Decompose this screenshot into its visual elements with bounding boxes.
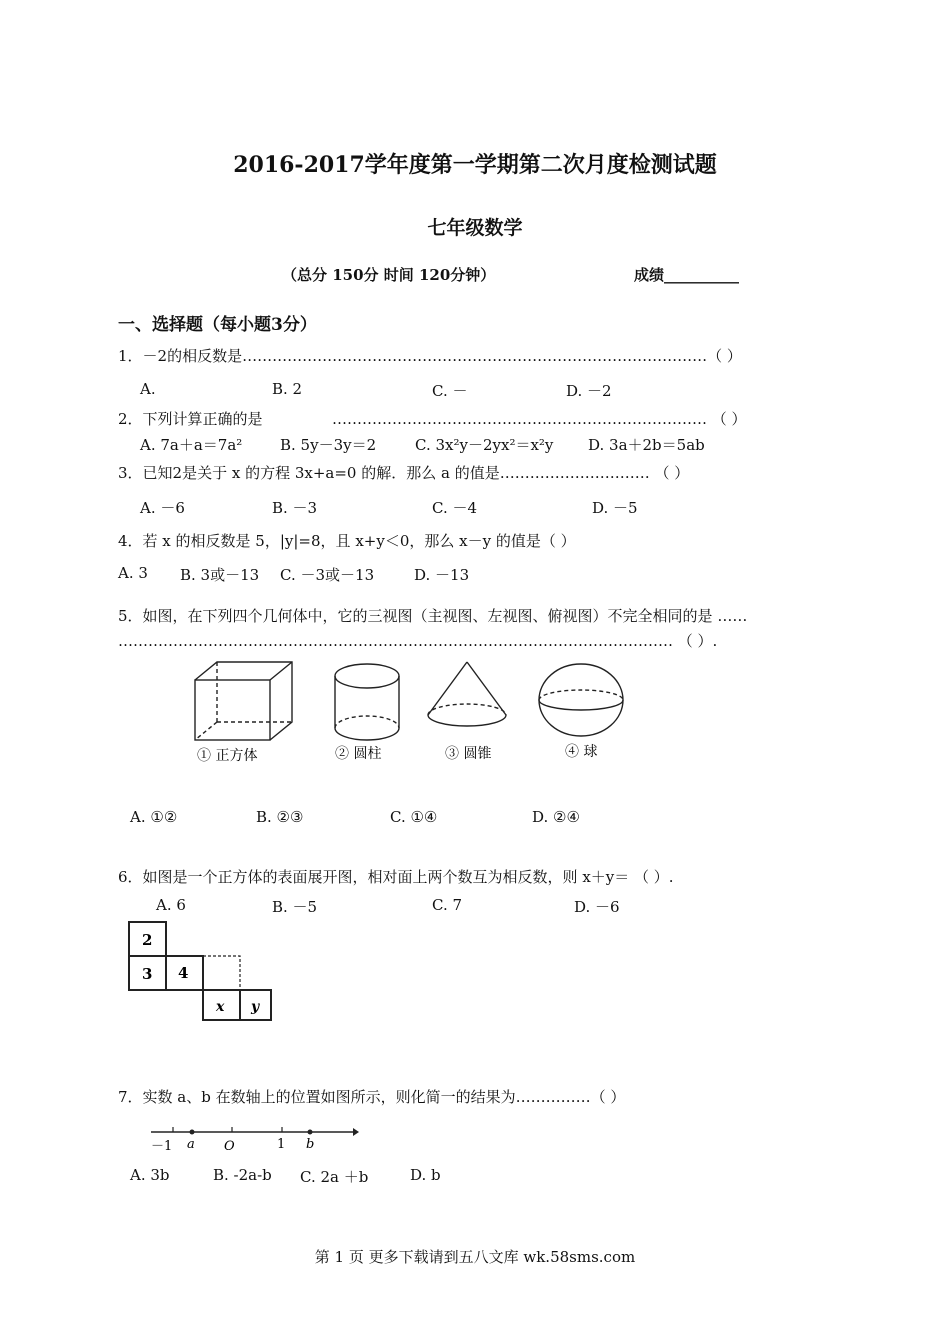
q2-option-c: C. 3x²y－2yx²＝x²y <box>415 436 554 454</box>
cube-figure <box>195 662 292 740</box>
sphere-figure <box>539 664 623 736</box>
exam-meta: （总分 150分 时间 120分钟） <box>282 266 496 284</box>
q4-option-d: D. －13 <box>414 566 470 584</box>
subject-subtitle: 七年级数学 <box>427 217 523 239</box>
q4-option-a: A. 3 <box>118 564 148 582</box>
section-title: 一、选择题（每小题3分） <box>118 315 317 335</box>
q6-option-b: B. －5 <box>272 898 318 916</box>
question-6: 6．如图是一个正方体的表面展开图，相对面上两个数互为相反数，则 x＋y＝ （ ）. <box>118 868 674 886</box>
q5-option-c: C. ①④ <box>390 808 438 826</box>
q3-option-c: C. －4 <box>432 499 478 517</box>
question-3: 3．已知2是关于 x 的方程 3x+a=0 的解．那么 a 的值是………………………… （ ） <box>118 464 690 482</box>
q6-option-c: C. 7 <box>432 896 463 914</box>
net-face-x: x <box>216 999 225 1015</box>
cube-net-figure <box>125 918 275 1024</box>
figure-label-sphere: ④ 球 <box>565 744 598 760</box>
q1-option-d: D. －2 <box>566 382 612 400</box>
question-2: 2．下列计算正确的是 <box>118 410 263 428</box>
q2-option-a: A. 7a＋a＝7a² <box>140 436 243 454</box>
net-face-y: y <box>251 999 260 1015</box>
q2-option-b: B. 5y－3y＝2 <box>280 436 377 454</box>
page-footer: 第 1 页 更多下载请到五八文库 wk.58sms.com <box>314 1248 636 1266</box>
q3-option-d: D. －5 <box>592 499 638 517</box>
q2-option-d: D. 3a＋2b＝5ab <box>588 436 705 454</box>
q4-option-b: B. 3或－13 <box>180 566 260 584</box>
cylinder-figure <box>335 664 399 740</box>
q6-option-d: D. －6 <box>574 898 620 916</box>
q7-option-b: B. -2a-b <box>213 1166 272 1184</box>
q3-option-a: A. －6 <box>140 499 185 517</box>
figure-label-cylinder: ② 圆柱 <box>335 746 382 762</box>
cone-figure <box>428 662 506 726</box>
q1-option-b: B. 2 <box>272 380 303 398</box>
question-5-line2: ………………………………………………………………………………………………… （ ）. <box>118 632 718 650</box>
q1-option-a: A. <box>140 380 156 398</box>
q7-option-a: A. 3b <box>130 1166 170 1184</box>
question-7: 7．实数 a、b 在数轴上的位置如图所示，则化简一的结果为……………（ ） <box>118 1088 626 1106</box>
q7-option-d: D. b <box>410 1166 441 1184</box>
q4-option-c: C. －3或－13 <box>280 566 375 584</box>
question-4: 4．若 x 的相反数是 5，|y|=8，且 x+y＜0，那么 x－y 的值是（ ） <box>118 532 576 550</box>
solids-figure <box>185 660 645 770</box>
net-face-3: 3 <box>142 965 153 983</box>
axis-label-a: a <box>187 1137 195 1152</box>
net-face-4: 4 <box>178 964 189 982</box>
q6-option-a: A. 6 <box>156 896 186 914</box>
q3-option-b: B. －3 <box>272 499 318 517</box>
q5-option-b: B. ②③ <box>256 808 304 826</box>
figure-label-cube: ① 正方体 <box>197 748 258 764</box>
page-title: 2016-2017学年度第一学期第二次月度检测试题 <box>233 152 717 178</box>
score-field: 成绩__________ <box>634 266 740 284</box>
axis-label-minus-one: －1 <box>151 1139 173 1154</box>
q7-option-c: C. 2a ＋b <box>300 1168 369 1186</box>
question-1: 1．－2的相反数是…………………………………………………………………………………（ ） <box>118 347 742 365</box>
question-2-tail: ………………………………………………………………… （ ） <box>332 410 747 428</box>
axis-label-b: b <box>306 1137 315 1152</box>
net-face-2: 2 <box>142 931 153 949</box>
figure-label-cone: ③ 圆锥 <box>445 746 492 762</box>
q5-option-d: D. ②④ <box>532 808 580 826</box>
number-line-figure <box>145 1122 365 1158</box>
q5-option-a: A. ①② <box>130 808 178 826</box>
q1-option-c: C. － <box>432 382 468 400</box>
axis-label-origin: O <box>224 1139 235 1154</box>
question-5: 5．如图，在下列四个几何体中，它的三视图（主视图、左视图、俯视图）不完全相同的是 …… <box>118 607 748 625</box>
axis-label-one: 1 <box>277 1137 286 1152</box>
